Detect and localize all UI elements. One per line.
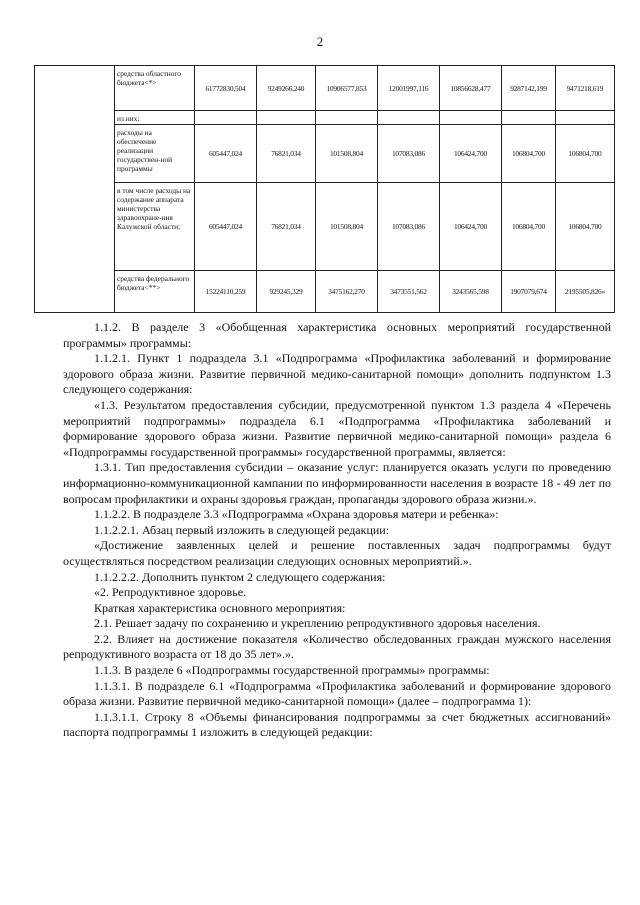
table-cell: 10856628,477: [440, 66, 502, 111]
table-cell: [556, 111, 615, 125]
paragraph: 1.1.2. В разделе 3 «Обобщенная характеристика основных мероприятий государственной программы» программы:: [63, 320, 611, 350]
financing-table: [34, 65, 615, 313]
paragraph: 1.1.2.2. В подразделе 3.3 «Подпрограмма «Охрана здоровья матери и ребенка»:: [94, 507, 499, 522]
table-cell: 1907079,674: [502, 271, 556, 313]
table-cell: [195, 111, 257, 125]
paragraph: «Достижение заявленных целей и решение поставленных задач подпрограммы будут осуществляться посредством реализации следующих основных мероприятий.».: [63, 538, 611, 568]
paragraph: 2.1. Решает задачу по сохранению и укреплению репродуктивного здоровья населения.: [94, 616, 541, 631]
table-cell: 76821,034: [257, 125, 316, 183]
table-cell: 3473551,562: [378, 271, 440, 313]
table-cell: 3475162,270: [316, 271, 378, 313]
table-cell: 101508,804: [316, 183, 378, 271]
table-row: [35, 183, 615, 271]
paragraph: «2. Репродуктивное здоровье.: [94, 585, 247, 600]
table-cell: [502, 111, 556, 125]
table-cell: 12001997,116: [378, 66, 440, 111]
paragraph: 1.3.1. Тип предоставления субсидии – оказание услуг: планируется оказать услуги по проведению информационно-коммуникационной кампании по информированности населения в возрасте 18 - 49 лет по вопросам профилактики и охраны здоровья граждан, пропаганды здорового образа жизни.».: [63, 460, 611, 506]
paragraph: 1.1.2.1. Пункт 1 подраздела 3.1 «Подпрограмма «Профилактика заболеваний и формирование здорового образа жизни. Развитие первичной медико-санитарной помощи» дополнить подпунктом 1.3 следующего содержания:: [63, 351, 611, 397]
table-cell: 9249266,240: [257, 66, 316, 111]
table-row: [35, 125, 615, 183]
paragraph: «1.3. Результатом предоставления субсидии, предусмотренной пунктом 1.3 раздела 4 «Перечень мероприятий подпрограммы» подраздела 6.1 «Подпрограмма «Профилактика заболеваний и формирование здорового образа жизни. Развитие первичной медико-санитарной помощи» раздела 6 «Подпрограммы государственной программы» государственной программы, является:: [63, 397, 611, 459]
table-cell: [378, 111, 440, 125]
paragraph: 1.1.2.2.1. Абзац первый изложить в следующей редакции:: [94, 522, 390, 537]
table-cell: [257, 111, 316, 125]
row-label: расходы на обеспечение реализации государствен-ной программы: [115, 125, 195, 183]
table-cell: 107083,086: [378, 183, 440, 271]
table-cell: 2195505,826»: [556, 271, 615, 313]
paragraph: 1.1.2.2.2. Дополнить пунктом 2 следующего содержания:: [94, 569, 386, 584]
table-row: [35, 66, 615, 111]
row-label: в том числе расходы на содержание аппарата министерства здравоохране-ния Калужской области;: [115, 183, 195, 271]
table-cell: 61772830,504: [195, 66, 257, 111]
paragraph: 1.1.3.1.1. Строку 8 «Объемы финансирования подпрограммы за счет бюджетных ассигнований» паспорта подпрограммы 1 изложить в следующей редакции:: [63, 709, 611, 740]
paragraph: 1.1.3. В разделе 6 «Подпрограммы государственной программы» программы:: [94, 663, 490, 678]
table-cell: [316, 111, 378, 125]
row-label: из них:: [115, 111, 195, 125]
table-row: [35, 111, 615, 125]
table-cell: 106804,700: [502, 183, 556, 271]
table-cell: 106804,700: [556, 183, 615, 271]
table-cell: 10906577,853: [316, 66, 378, 111]
document-body: [63, 320, 611, 741]
table-cell: 106424,700: [440, 183, 502, 271]
table-cell: 76821,034: [257, 183, 316, 271]
table-cell: 107083,086: [378, 125, 440, 183]
empty-cell: [35, 66, 115, 313]
row-label: средства областного бюджета<*>: [115, 66, 195, 111]
page-number: 2: [316, 34, 324, 49]
table-cell: 106424,700: [440, 125, 502, 183]
table-row: [35, 271, 615, 313]
row-label: средства федерального бюджета<**>: [115, 271, 195, 313]
table-cell: 605447,024: [195, 183, 257, 271]
table-cell: 101508,804: [316, 125, 378, 183]
table-cell: 106804,700: [556, 125, 615, 183]
table-cell: 9287142,199: [502, 66, 556, 111]
table-cell: [440, 111, 502, 125]
paragraph: Краткая характеристика основного мероприятия:: [94, 600, 346, 615]
paragraph: 2.2. Влияет на достижение показателя «Количество обследованных граждан мужского населения репродуктивного возраста от 18 до 35 лет».».: [63, 631, 611, 662]
table-cell: 929245,329: [257, 271, 316, 313]
paragraph: 1.1.3.1. В подразделе 6.1 «Подпрограмма «Профилактика заболеваний и формирование здорового образа жизни. Развитие первичной медико-санитарной помощи» (далее – подпрограмма 1):: [63, 678, 611, 709]
table-cell: 15224110,259: [195, 271, 257, 313]
table-cell: 605447,024: [195, 125, 257, 183]
table-cell: 106804,700: [502, 125, 556, 183]
table-cell: 3243565,598: [440, 271, 502, 313]
table-cell: 9471218,619: [556, 66, 615, 111]
